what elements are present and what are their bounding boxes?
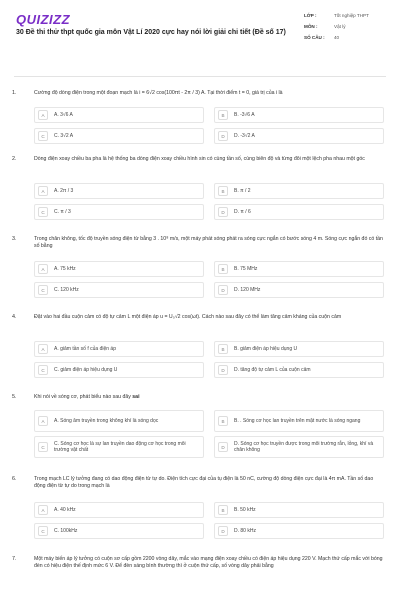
- option-text: A. 75 kHz: [54, 265, 76, 272]
- meta-panel: [304, 12, 390, 45]
- option-c[interactable]: [34, 204, 204, 220]
- question-text: Trong mạch LC lý tưởng đang có dao động điện từ tự do. Điện tích cực đại của tụ điện là 50 nC, cường độ dòng điện cực đại là 4π mA. Tần số dao động điện từ tự do trong mạch là: [34, 476, 374, 490]
- option-letter: C: [38, 365, 48, 375]
- meta-class: [304, 12, 390, 19]
- option-text: B. giảm điện áp hiệu dụng U: [234, 345, 298, 352]
- option-d[interactable]: [214, 523, 384, 539]
- option-a[interactable]: [34, 341, 204, 357]
- question-number: 5.: [12, 394, 17, 400]
- quizizz-logo: QUIZIZZ: [16, 12, 71, 27]
- option-text: A. 40 kHz: [54, 506, 76, 513]
- option-text: B. π / 2: [234, 187, 251, 194]
- option-c[interactable]: [34, 362, 204, 378]
- option-letter: A: [38, 110, 48, 120]
- option-a[interactable]: [34, 107, 204, 123]
- option-letter: C: [38, 526, 48, 536]
- question-text: Một máy biến áp lý tưởng có cuộn sơ cấp gồm 2200 vòng dây, mắc vào mạng điện xoay chiều có điện áp hiệu dụng 220 V. Mạch thứ cấp mắc với bóng đèn có hiệu điện thế định mức 6 V. Để đèn sáng bình thường thì ở cuộn thứ cấp, số vòng dây phải bằng: [34, 556, 383, 570]
- option-letter: D: [218, 207, 228, 217]
- option-b[interactable]: [214, 502, 384, 518]
- option-letter: D: [218, 526, 228, 536]
- option-text: B. -3√6 A: [234, 111, 255, 118]
- option-text: C. 100kHz: [54, 527, 78, 534]
- option-d[interactable]: [214, 128, 384, 144]
- option-letter: C: [38, 285, 48, 295]
- option-text: B. 75 MHz: [234, 265, 258, 272]
- option-text: C. Sóng cơ học là sự lan truyền dao động cơ học trong môi trường vật chất: [54, 440, 186, 453]
- option-d[interactable]: [214, 204, 384, 220]
- option-text: C. giảm điện áp hiệu dụng U: [54, 366, 118, 373]
- option-text: A. 2π / 3: [54, 187, 74, 194]
- question-text-emphasis: sai: [132, 394, 140, 400]
- option-letter: B: [218, 186, 228, 196]
- option-c[interactable]: [34, 523, 204, 539]
- question-text: Đặt vào hai đầu cuộn cảm có độ tự cảm L một điện áp u = U₀√2 cos(ωt). Cách nào sau đây có thể làm tăng cảm kháng của cuộn cảm: [34, 314, 342, 320]
- question-number: 7.: [12, 556, 17, 562]
- meta-label: LỚP :: [304, 13, 317, 18]
- option-d[interactable]: [214, 362, 384, 378]
- option-letter: C: [38, 207, 48, 217]
- option-letter: B: [218, 344, 228, 354]
- question-number: 4.: [12, 314, 17, 320]
- meta-label: SỐ CÂU :: [304, 35, 325, 40]
- option-letter: C: [38, 131, 48, 141]
- option-b[interactable]: [214, 261, 384, 277]
- option-letter: A: [38, 264, 48, 274]
- question-number: 3.: [12, 236, 17, 242]
- option-a[interactable]: [34, 410, 204, 432]
- question-text: Dòng điện xoay chiều ba pha là hệ thống ba dòng điện xoay chiều hình sin có cùng tần số, cùng biên độ và từng đôi một lệch pha nhau một góc: [34, 156, 365, 162]
- document-title: 30 Đề thi thử thpt quốc gia môn Vật Lí 2020 cực hay nói lời giải chi tiết (Đề số 17): [16, 29, 286, 36]
- meta-question-count: [304, 34, 390, 41]
- option-text: D. π / 6: [234, 208, 251, 215]
- option-text: A. giảm tần số f của điện áp: [54, 345, 116, 352]
- option-text: B. 50 kHz: [234, 506, 256, 513]
- option-b[interactable]: [214, 410, 384, 432]
- page-header: [0, 0, 400, 80]
- question-number: 1.: [12, 90, 17, 96]
- option-letter: B: [218, 505, 228, 515]
- option-letter: D: [218, 285, 228, 295]
- option-letter: B: [218, 416, 228, 426]
- option-letter: A: [38, 344, 48, 354]
- option-a[interactable]: [34, 261, 204, 277]
- option-text: D. tăng độ tự cảm L của cuộn cảm: [234, 366, 311, 373]
- option-d[interactable]: [214, 436, 384, 458]
- header-divider: [14, 76, 386, 77]
- option-text: B. . Sóng cơ học lan truyền trên mặt nước là sóng ngang: [234, 417, 361, 424]
- option-letter: B: [218, 264, 228, 274]
- question-text: [34, 394, 384, 401]
- option-text: A. Sóng âm truyền trong không khí là sóng dọc: [54, 417, 159, 424]
- option-b[interactable]: [214, 341, 384, 357]
- question-number: 6.: [12, 476, 17, 482]
- option-a[interactable]: [34, 502, 204, 518]
- question-number: 2.: [12, 156, 17, 162]
- option-c[interactable]: [34, 436, 204, 458]
- option-b[interactable]: [214, 107, 384, 123]
- option-letter: D: [218, 131, 228, 141]
- meta-value: Tốt nghiệp THPT: [334, 13, 369, 18]
- option-text: C. 120 kHz: [54, 286, 79, 293]
- option-letter: C: [38, 442, 48, 452]
- question-text: Trong chân không, tốc độ truyền sóng điện từ bằng 3 . 10⁸ m/s, một máy phát sóng phát ra sóng cực ngắn có bước sóng 4 m. Sóng cực ngắn đó có tần số bằng: [34, 236, 383, 250]
- question-text: Cường độ dòng điện trong một đoạn mạch là i = 6√2 cos(100πt - 2π / 3) A. Tại thời điểm t = 0, giá trị của i là: [34, 90, 283, 96]
- option-c[interactable]: [34, 282, 204, 298]
- meta-value: Vật lý: [334, 24, 346, 29]
- option-text: A. 3√6 A: [54, 111, 73, 118]
- option-a[interactable]: [34, 183, 204, 199]
- option-letter: A: [38, 505, 48, 515]
- meta-subject: [304, 23, 390, 30]
- option-letter: B: [218, 110, 228, 120]
- option-b[interactable]: [214, 183, 384, 199]
- option-text: C. π / 3: [54, 208, 71, 215]
- option-letter: D: [218, 365, 228, 375]
- option-text: D. Sóng cơ học truyền được trong môi trường rắn, lỏng, khí và chân không: [234, 440, 374, 453]
- option-d[interactable]: [214, 282, 384, 298]
- option-c[interactable]: [34, 128, 204, 144]
- meta-label: MÔN :: [304, 24, 318, 29]
- option-text: D. 80 kHz: [234, 527, 256, 534]
- option-letter: A: [38, 416, 48, 426]
- option-letter: A: [38, 186, 48, 196]
- option-text: C. 3√2 A: [54, 132, 74, 139]
- option-text: D. 120 MHz: [234, 286, 261, 293]
- meta-value: 40: [334, 35, 340, 40]
- option-text: D. -3√2 A: [234, 132, 255, 139]
- question-text-plain: Khi nói về sóng cơ, phát biểu nào sau đây: [34, 394, 133, 400]
- option-letter: D: [218, 442, 228, 452]
